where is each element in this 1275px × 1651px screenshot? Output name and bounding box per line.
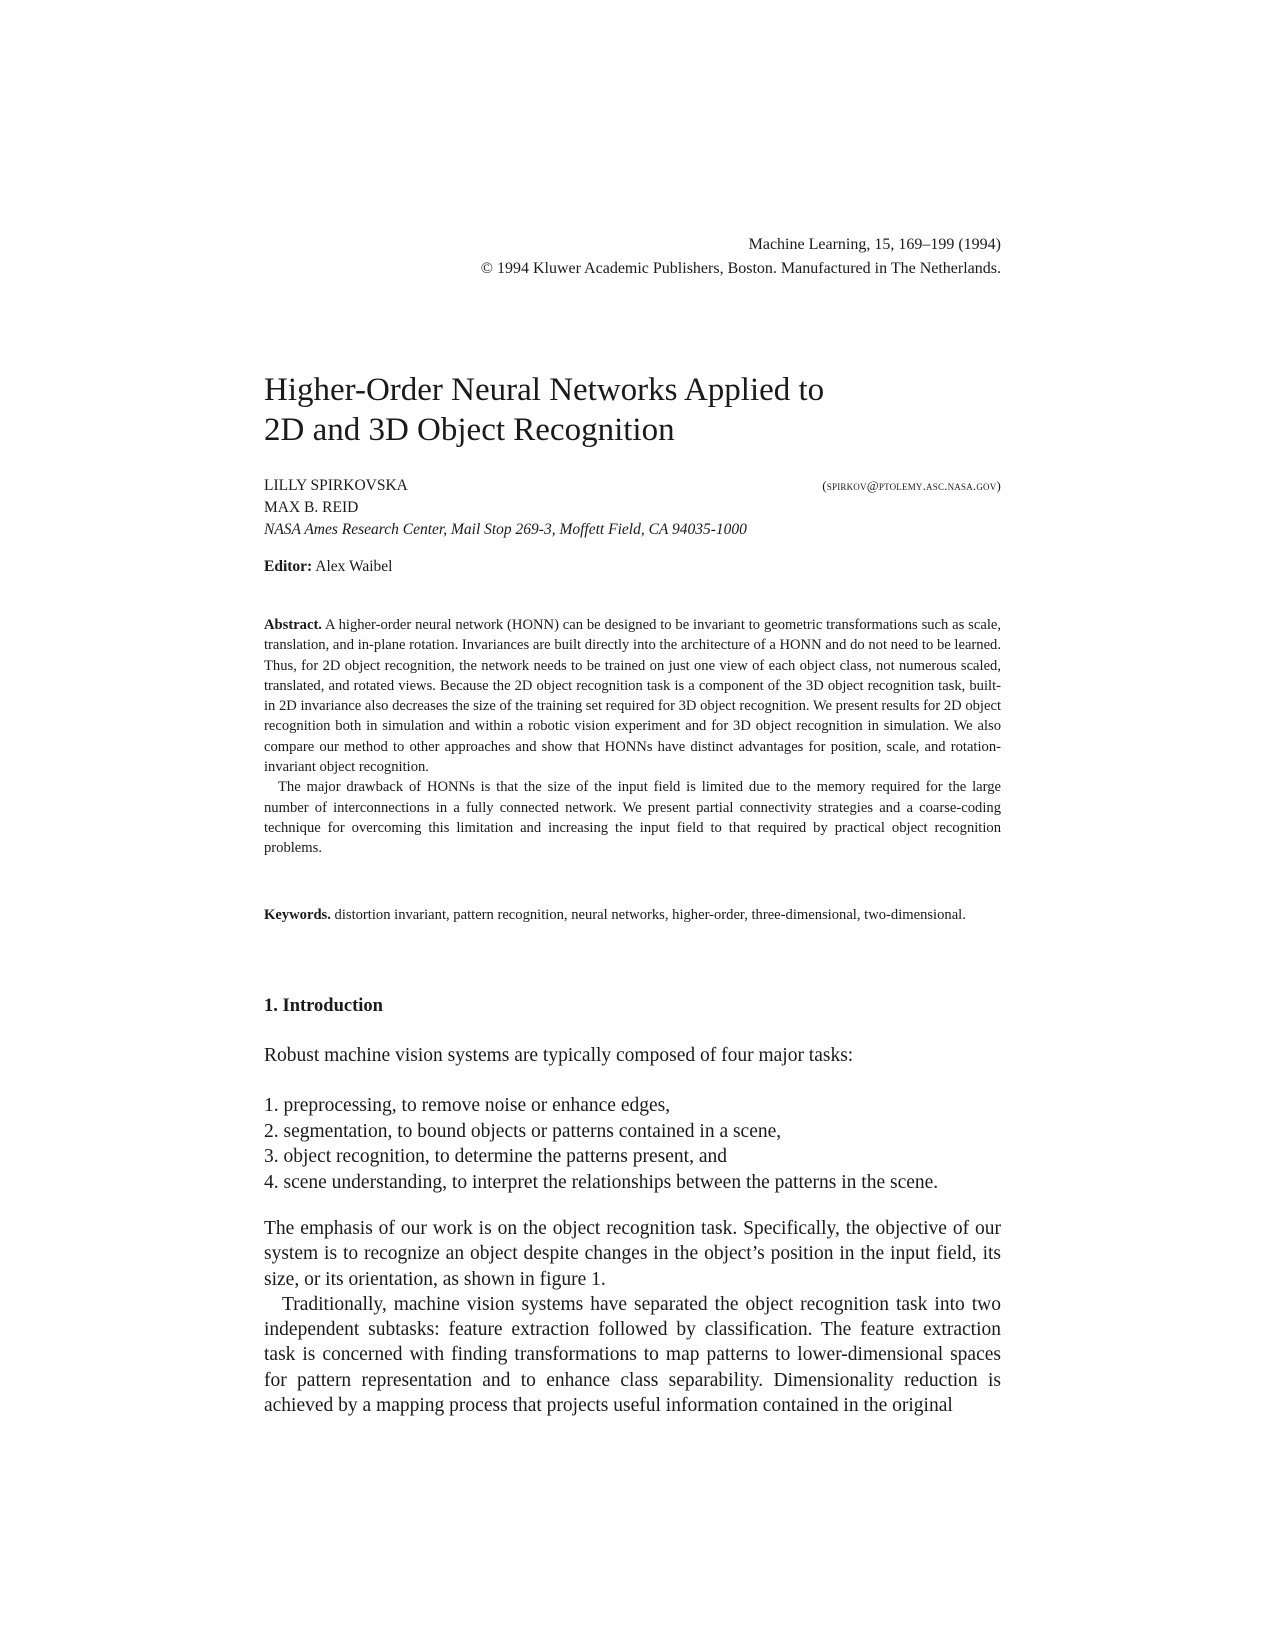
abstract xyxy=(264,615,1001,859)
title-line-2: 2D and 3D Object Recognition xyxy=(264,412,675,448)
author-row xyxy=(264,475,1001,497)
author-name: LILLY SPIRKOVSKA xyxy=(264,477,408,494)
abstract-text: A higher-order neural network (HONN) can be designed to be invariant to geometric transformations such as scale, translation, and in-plane rotation. Invariances are built directly into the architecture of a HONN and do not need to be learned. Thus, for 2D object recognition, the network needs to be trained on just one view of each object class, not numerous scaled, translated, and rotated views. Because the 2D object recognition task is a component of the 3D object recognition task, built-in 2D invariance also decreases the size of the training set required for 3D object recognition. We present results for 2D object recognition both in simulation and within a robotic vision experiment and for 3D object recognition in simulation. We also compare our method to other approaches and show that HONNs have distinct advantages for position, scale, and rotation-invariant object recognition. xyxy=(264,617,1002,776)
task-list xyxy=(264,1093,1024,1195)
keywords xyxy=(264,905,1001,925)
journal-citation: Machine Learning, 15, 169–199 (1994) xyxy=(748,236,1001,253)
journal-copyright: © 1994 Kluwer Academic Publishers, Boston. Manufactured in The Netherlands. xyxy=(480,260,1001,277)
abstract-paragraph: The major drawback of HONNs is that the size of the input field is limited due to the memory required for the large number of interconnections in a fully connected network. We present partial connectivity strategies and a coarse-coding technique for overcoming this limitation and increasing the input field to that required by practical object recognition problems. xyxy=(264,779,1001,857)
editor-name: Alex Waibel xyxy=(315,558,393,575)
section-heading: 1. Introduction xyxy=(264,996,383,1016)
editor-label: Editor: xyxy=(264,558,313,575)
author-block xyxy=(264,475,1001,541)
introduction-body xyxy=(264,1216,1001,1418)
abstract-label: Abstract. xyxy=(264,617,322,633)
body-paragraph: Traditionally, machine vision systems have separated the object recognition task into two independent subtasks: feature extraction followed by classification. The feature extraction task is concerned with finding transformations to map patterns to lower-dimensional spaces for pattern representation and to enhance class separability. Dimensionality reduction is achieved by a mapping process that projects useful information contained in the original xyxy=(264,1293,1001,1417)
list-item: 4. scene understanding, to interpret the relationships between the patterns in the scene. xyxy=(264,1171,939,1193)
list-item: 3. object recognition, to determine the patterns present, and xyxy=(264,1146,727,1167)
journal-header xyxy=(481,233,1001,281)
keywords-label: Keywords. xyxy=(264,907,331,923)
author-affiliation: NASA Ames Research Center, Mail Stop 269-3, Moffett Field, CA 94035-1000 xyxy=(264,521,747,538)
body-paragraph: The emphasis of our work is on the object recognition task. Specifically, the objective of our system is to recognize an object despite changes in the object’s position in the input field, its size, or its orientation, as shown in figure 1. xyxy=(264,1218,1001,1290)
list-item: 2. segmentation, to bound objects or patterns contained in a scene, xyxy=(264,1120,782,1142)
editor-line xyxy=(264,556,393,578)
author-email: (spirkov@ptolemy.asc.nasa.gov) xyxy=(822,478,1001,493)
keywords-text: distortion invariant, pattern recognition, neural networks, higher-order, three-dimensional, two-dimensional. xyxy=(334,907,966,923)
title-line-1: Higher-Order Neural Networks Applied to xyxy=(264,372,825,408)
intro-lead-text: Robust machine vision systems are typically composed of four major tasks: xyxy=(264,1045,854,1066)
paper-title xyxy=(264,370,1004,450)
list-item: 1. preprocessing, to remove noise or enhance edges, xyxy=(264,1095,671,1116)
abstract-paragraph xyxy=(264,615,1001,777)
author-name: MAX B. REID xyxy=(264,499,359,516)
